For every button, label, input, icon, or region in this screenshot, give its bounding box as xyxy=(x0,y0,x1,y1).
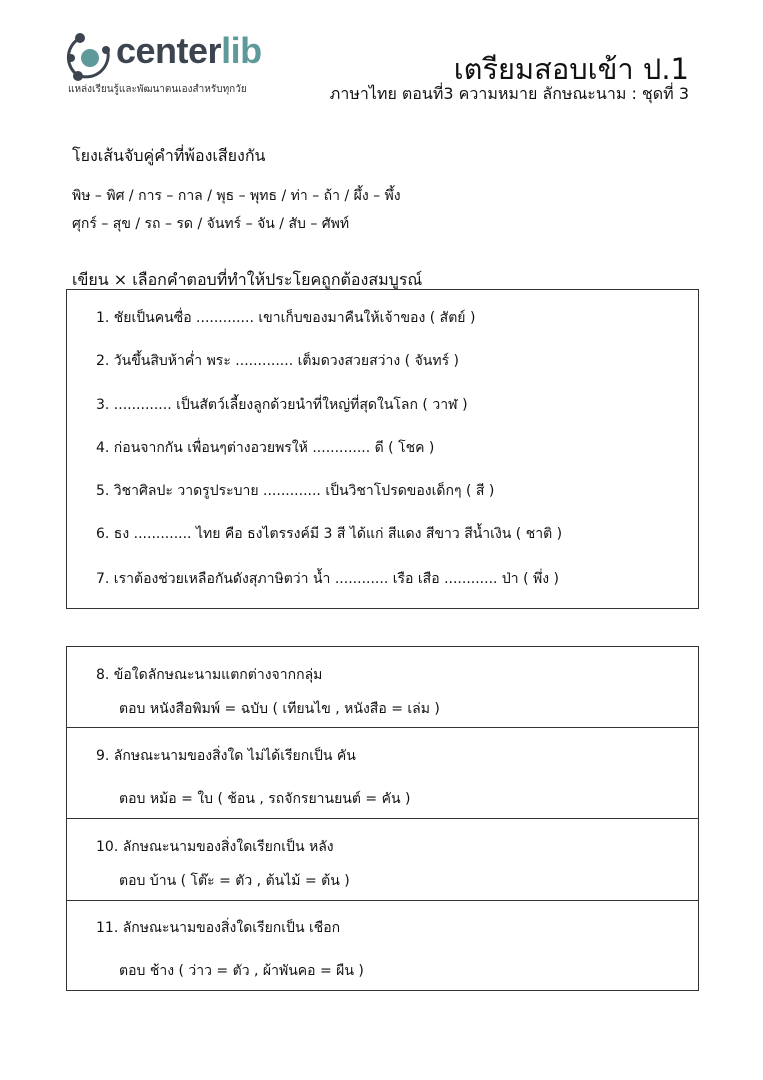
fill-in-box xyxy=(66,289,699,609)
logo-wordmark: centerlib xyxy=(116,30,262,71)
question-item: 5. วิชาศิลปะ วาดรูประบาย ............. เป็นวิชาโปรดของเด็กๆ ( สี ) xyxy=(96,483,495,499)
question-text: 8. ข้อใดลักษณะนามแตกต่างจากกลุ่ม xyxy=(96,667,323,683)
question-item: 6. ธง ............. ไทย คือ ธงไตรรงค์มี 3 สี ได้แก่ สีแดง สีขาว สีน้ำเงิน ( ชาติ ) xyxy=(96,526,563,542)
answer-text: ตอบ หนังสือพิมพ์ = ฉบับ ( เทียนไข , หนังสือ = เล่ม ) xyxy=(119,701,440,717)
question-text: 9. ลักษณะนามของสิ่งใด ไม่ได้เรียกเป็น คัน xyxy=(96,748,356,764)
divider xyxy=(67,818,698,819)
question-text: 11. ลักษณะนามของสิ่งใดเรียกเป็น เชือก xyxy=(96,920,341,936)
divider xyxy=(67,900,698,901)
answer-text: ตอบ บ้าน ( โต๊ะ = ตัว , ต้นไม้ = ต้น ) xyxy=(119,873,350,889)
question-item: 2. วันขึ้นสิบห้าค่ำ พระ ............. เต็มดวงสวยสว่าง ( จันทร์ ) xyxy=(96,353,460,369)
page-title: เตรียมสอบเข้า ป.1 xyxy=(453,52,689,86)
section1-heading: โยงเส้นจับคู่คำที่พ้องเสียงกัน xyxy=(72,146,266,165)
classifier-box xyxy=(66,646,699,991)
homophone-line: ศุกร์ – สุข / รถ – รด / จันทร์ – จัน / สับ – ศัพท์ xyxy=(72,216,350,232)
page-subtitle: ภาษาไทย ตอนที่3 ความหมาย ลักษณะนาม : ชุดที่ 3 xyxy=(329,84,689,103)
answer-text: ตอบ ช้าง ( ว่าว = ตัว , ผ้าพันคอ = ผืน ) xyxy=(119,963,364,979)
logo-tagline: แหล่งเรียนรู้และพัฒนาตนเองสำหรับทุกวัย xyxy=(68,84,247,95)
logo-icon xyxy=(66,32,114,82)
question-item: 3. ............. เป็นสัตว์เลี้ยงลูกด้วยนำที่ใหญ่ที่สุดในโลก ( วาฬ ) xyxy=(96,397,468,413)
answer-text: ตอบ หม้อ = ใบ ( ช้อน , รถจักรยานยนต์ = คัน ) xyxy=(119,791,411,807)
question-item: 4. ก่อนจากกัน เพื่อนๆต่างอวยพรให้ ............. ดี ( โชค ) xyxy=(96,440,435,456)
divider xyxy=(67,727,698,728)
homophone-line: พิษ – พิศ / การ – กาล / พุธ – พุทธ / ท่า – ถ้า / ผึ้ง – พึ้ง xyxy=(72,188,401,204)
question-item: 7. เราต้องช่วยเหลือกันดังสุภาษิตว่า น้ำ ............ เรือ เสือ ............ ป่า ( พึ่ง ) xyxy=(96,571,560,587)
question-text: 10. ลักษณะนามของสิ่งใดเรียกเป็น หลัง xyxy=(96,839,334,855)
question-item: 1. ชัยเป็นคนซื่อ ............. เขาเก็บของมาคืนให้เจ้าของ ( สัตย์ ) xyxy=(96,310,476,326)
section2-heading: เขียน × เลือกคำตอบที่ทำให้ประโยคถูกต้องสมบูรณ์ xyxy=(72,270,423,289)
